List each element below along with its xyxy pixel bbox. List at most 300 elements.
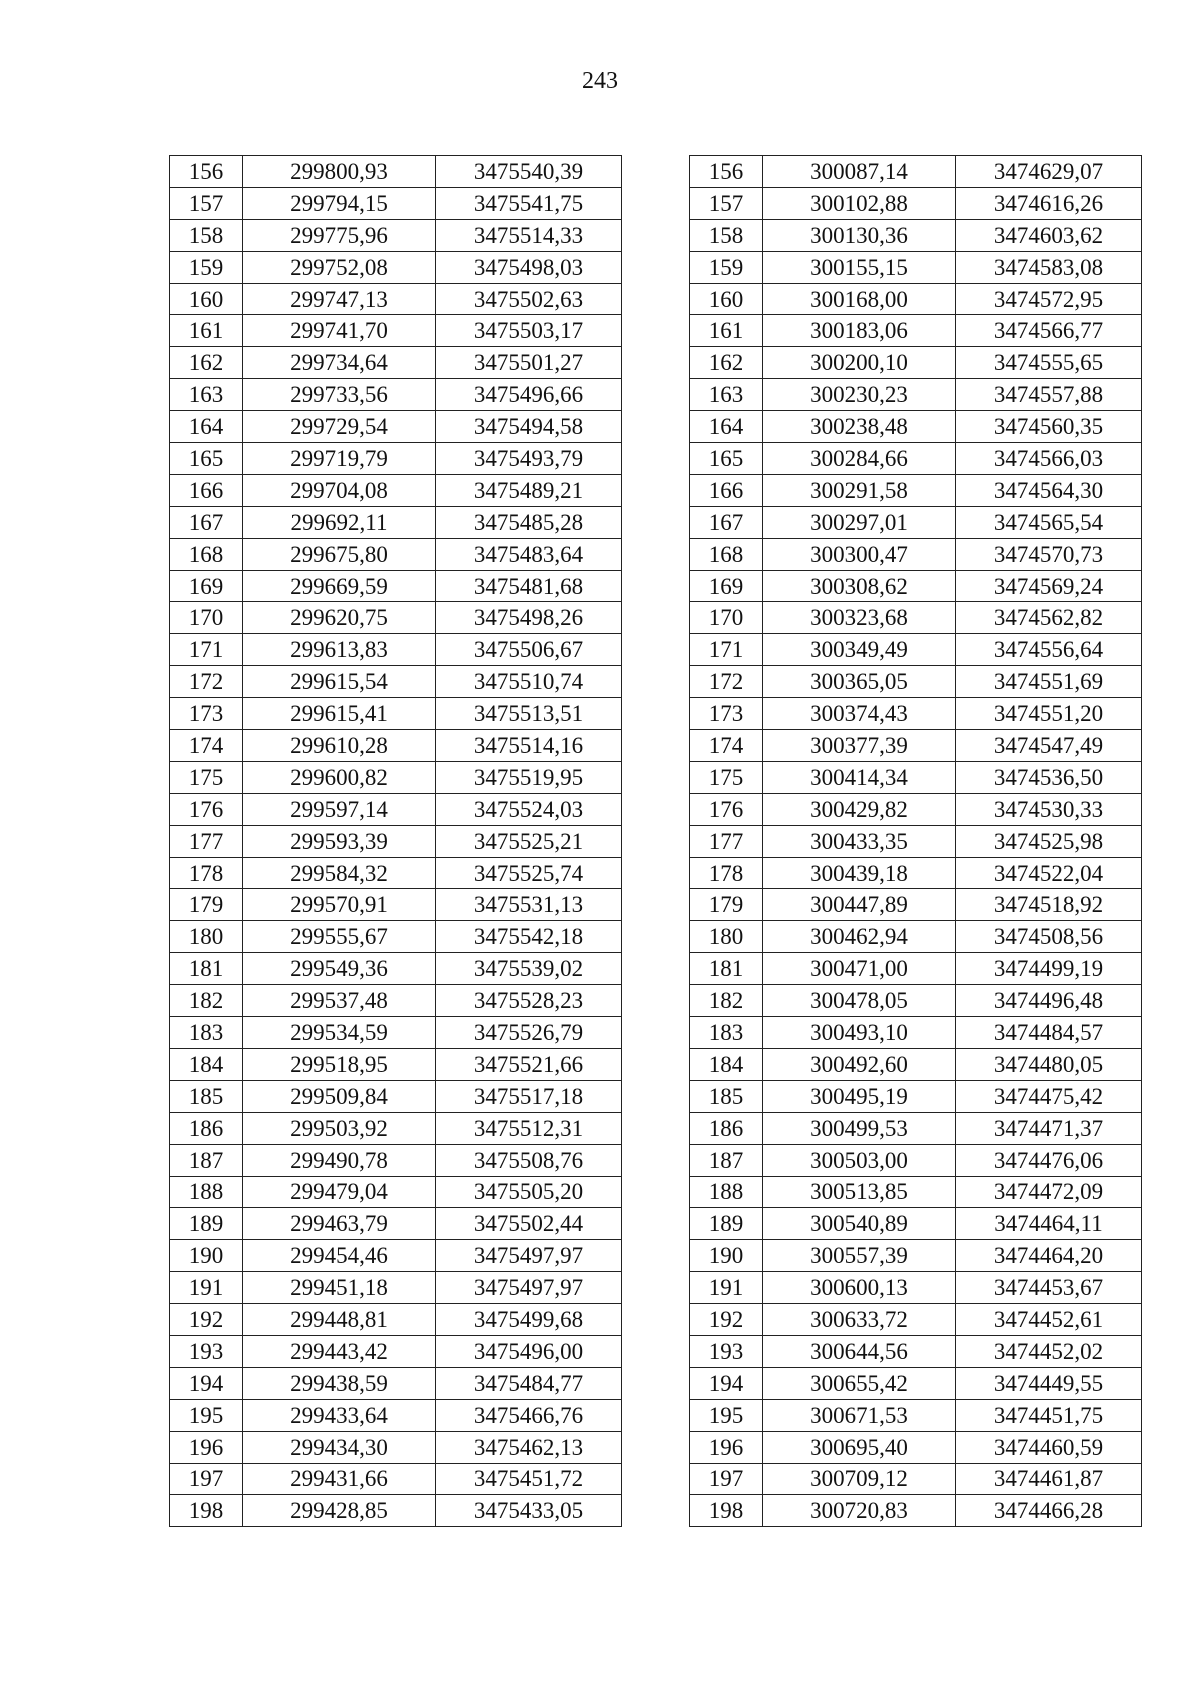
point-number-cell: 171 <box>690 634 763 666</box>
point-number-cell: 180 <box>690 921 763 953</box>
table-row <box>170 666 622 698</box>
y-coordinate-cell: 3474560,35 <box>956 411 1142 443</box>
x-coordinate-cell: 300284,66 <box>763 443 956 475</box>
point-number-cell: 160 <box>170 283 243 315</box>
table-row <box>690 666 1142 698</box>
x-coordinate-cell: 299610,28 <box>243 730 436 762</box>
table-row <box>170 347 622 379</box>
table-row <box>170 1367 622 1399</box>
y-coordinate-cell: 3475517,18 <box>436 1080 622 1112</box>
y-coordinate-cell: 3474566,77 <box>956 315 1142 347</box>
y-coordinate-cell: 3475496,66 <box>436 379 622 411</box>
point-number-cell: 184 <box>690 1048 763 1080</box>
point-number-cell: 170 <box>170 602 243 634</box>
point-number-cell: 198 <box>170 1495 243 1527</box>
table-row <box>690 1240 1142 1272</box>
point-number-cell: 167 <box>170 506 243 538</box>
y-coordinate-cell: 3475501,27 <box>436 347 622 379</box>
x-coordinate-cell: 300238,48 <box>763 411 956 443</box>
table-row <box>170 219 622 251</box>
x-coordinate-cell: 299593,39 <box>243 825 436 857</box>
point-number-cell: 181 <box>170 953 243 985</box>
x-coordinate-cell: 300439,18 <box>763 857 956 889</box>
x-coordinate-cell: 300297,01 <box>763 506 956 538</box>
table-row <box>690 474 1142 506</box>
y-coordinate-cell: 3474583,08 <box>956 251 1142 283</box>
table-row <box>690 251 1142 283</box>
x-coordinate-cell: 299443,42 <box>243 1335 436 1367</box>
x-coordinate-cell: 300513,85 <box>763 1176 956 1208</box>
x-coordinate-cell: 300540,89 <box>763 1208 956 1240</box>
table-row <box>690 1208 1142 1240</box>
x-coordinate-cell: 300323,68 <box>763 602 956 634</box>
point-number-cell: 168 <box>690 538 763 570</box>
table-row <box>170 538 622 570</box>
y-coordinate-cell: 3475502,63 <box>436 283 622 315</box>
table-row <box>690 825 1142 857</box>
point-number-cell: 182 <box>690 985 763 1017</box>
table-row <box>170 1208 622 1240</box>
x-coordinate-cell: 299438,59 <box>243 1367 436 1399</box>
point-number-cell: 191 <box>690 1272 763 1304</box>
y-coordinate-cell: 3474480,05 <box>956 1048 1142 1080</box>
x-coordinate-cell: 300709,12 <box>763 1463 956 1495</box>
table-row <box>690 1048 1142 1080</box>
table-row <box>690 443 1142 475</box>
point-number-cell: 176 <box>170 793 243 825</box>
point-number-cell: 157 <box>690 187 763 219</box>
point-number-cell: 157 <box>170 187 243 219</box>
point-number-cell: 175 <box>170 761 243 793</box>
y-coordinate-cell: 3474556,64 <box>956 634 1142 666</box>
point-number-cell: 156 <box>170 156 243 188</box>
x-coordinate-cell: 299479,04 <box>243 1176 436 1208</box>
x-coordinate-cell: 299534,59 <box>243 1017 436 1049</box>
x-coordinate-cell: 299448,81 <box>243 1304 436 1336</box>
y-coordinate-cell: 3474530,33 <box>956 793 1142 825</box>
x-coordinate-cell: 300087,14 <box>763 156 956 188</box>
table-row <box>690 698 1142 730</box>
y-coordinate-cell: 3475514,33 <box>436 219 622 251</box>
x-coordinate-cell: 299794,15 <box>243 187 436 219</box>
point-number-cell: 177 <box>170 825 243 857</box>
table-row <box>170 1335 622 1367</box>
point-number-cell: 194 <box>170 1367 243 1399</box>
table-row <box>690 1335 1142 1367</box>
x-coordinate-cell: 299704,08 <box>243 474 436 506</box>
table-row <box>690 1304 1142 1336</box>
table-row <box>690 570 1142 602</box>
y-coordinate-cell: 3474452,02 <box>956 1335 1142 1367</box>
y-coordinate-cell: 3475451,72 <box>436 1463 622 1495</box>
table-row <box>170 570 622 602</box>
table-row <box>690 634 1142 666</box>
coordinates-table-right <box>689 155 1142 1527</box>
point-number-cell: 186 <box>170 1112 243 1144</box>
point-number-cell: 193 <box>170 1335 243 1367</box>
y-coordinate-cell: 3475525,21 <box>436 825 622 857</box>
y-coordinate-cell: 3474449,55 <box>956 1367 1142 1399</box>
table-row <box>690 538 1142 570</box>
point-number-cell: 177 <box>690 825 763 857</box>
point-number-cell: 163 <box>690 379 763 411</box>
point-number-cell: 191 <box>170 1272 243 1304</box>
point-number-cell: 183 <box>690 1017 763 1049</box>
x-coordinate-cell: 299615,54 <box>243 666 436 698</box>
point-number-cell: 187 <box>170 1144 243 1176</box>
x-coordinate-cell: 299584,32 <box>243 857 436 889</box>
y-coordinate-cell: 3474616,26 <box>956 187 1142 219</box>
y-coordinate-cell: 3475462,13 <box>436 1431 622 1463</box>
table-row <box>690 315 1142 347</box>
y-coordinate-cell: 3474536,50 <box>956 761 1142 793</box>
y-coordinate-cell: 3475528,23 <box>436 985 622 1017</box>
x-coordinate-cell: 299570,91 <box>243 889 436 921</box>
x-coordinate-cell: 299734,64 <box>243 347 436 379</box>
table-row <box>170 634 622 666</box>
x-coordinate-cell: 299503,92 <box>243 1112 436 1144</box>
table-row <box>170 730 622 762</box>
x-coordinate-cell: 299454,46 <box>243 1240 436 1272</box>
x-coordinate-cell: 300695,40 <box>763 1431 956 1463</box>
point-number-cell: 163 <box>170 379 243 411</box>
x-coordinate-cell: 300503,00 <box>763 1144 956 1176</box>
x-coordinate-cell: 300183,06 <box>763 315 956 347</box>
x-coordinate-cell: 300447,89 <box>763 889 956 921</box>
y-coordinate-cell: 3475512,31 <box>436 1112 622 1144</box>
table-row <box>690 985 1142 1017</box>
x-coordinate-cell: 300377,39 <box>763 730 956 762</box>
point-number-cell: 178 <box>690 857 763 889</box>
x-coordinate-cell: 299675,80 <box>243 538 436 570</box>
point-number-cell: 161 <box>170 315 243 347</box>
table-row <box>170 1112 622 1144</box>
y-coordinate-cell: 3475519,95 <box>436 761 622 793</box>
y-coordinate-cell: 3475539,02 <box>436 953 622 985</box>
y-coordinate-cell: 3475466,76 <box>436 1399 622 1431</box>
y-coordinate-cell: 3474566,03 <box>956 443 1142 475</box>
y-coordinate-cell: 3474472,09 <box>956 1176 1142 1208</box>
x-coordinate-cell: 300433,35 <box>763 825 956 857</box>
x-coordinate-cell: 299433,64 <box>243 1399 436 1431</box>
y-coordinate-cell: 3475505,20 <box>436 1176 622 1208</box>
table-row <box>690 187 1142 219</box>
table-row <box>690 506 1142 538</box>
table-row <box>690 347 1142 379</box>
coordinates-table-left <box>169 155 622 1527</box>
x-coordinate-cell: 300155,15 <box>763 251 956 283</box>
table-row <box>170 1272 622 1304</box>
x-coordinate-cell: 300230,23 <box>763 379 956 411</box>
point-number-cell: 158 <box>690 219 763 251</box>
point-number-cell: 164 <box>690 411 763 443</box>
x-coordinate-cell: 300600,13 <box>763 1272 956 1304</box>
table-row <box>170 953 622 985</box>
point-number-cell: 165 <box>690 443 763 475</box>
x-coordinate-cell: 300130,36 <box>763 219 956 251</box>
point-number-cell: 158 <box>170 219 243 251</box>
table-row <box>690 1495 1142 1527</box>
point-number-cell: 176 <box>690 793 763 825</box>
point-number-cell: 179 <box>690 889 763 921</box>
y-coordinate-cell: 3474572,95 <box>956 283 1142 315</box>
y-coordinate-cell: 3474603,62 <box>956 219 1142 251</box>
point-number-cell: 172 <box>170 666 243 698</box>
table-row <box>690 283 1142 315</box>
point-number-cell: 195 <box>690 1399 763 1431</box>
x-coordinate-cell: 300374,43 <box>763 698 956 730</box>
x-coordinate-cell: 300492,60 <box>763 1048 956 1080</box>
x-coordinate-cell: 299613,83 <box>243 634 436 666</box>
table-row <box>690 730 1142 762</box>
y-coordinate-cell: 3474484,57 <box>956 1017 1142 1049</box>
point-number-cell: 166 <box>690 474 763 506</box>
x-coordinate-cell: 299620,75 <box>243 602 436 634</box>
table-row <box>690 219 1142 251</box>
table-row <box>690 1463 1142 1495</box>
y-coordinate-cell: 3474518,92 <box>956 889 1142 921</box>
x-coordinate-cell: 300300,47 <box>763 538 956 570</box>
point-number-cell: 173 <box>690 698 763 730</box>
point-number-cell: 171 <box>170 634 243 666</box>
x-coordinate-cell: 300495,19 <box>763 1080 956 1112</box>
x-coordinate-cell: 299428,85 <box>243 1495 436 1527</box>
point-number-cell: 160 <box>690 283 763 315</box>
y-coordinate-cell: 3474525,98 <box>956 825 1142 857</box>
y-coordinate-cell: 3474557,88 <box>956 379 1142 411</box>
table-row <box>690 1399 1142 1431</box>
point-number-cell: 192 <box>170 1304 243 1336</box>
table-row <box>170 985 622 1017</box>
y-coordinate-cell: 3474453,67 <box>956 1272 1142 1304</box>
x-coordinate-cell: 300308,62 <box>763 570 956 602</box>
x-coordinate-cell: 299518,95 <box>243 1048 436 1080</box>
x-coordinate-cell: 300462,94 <box>763 921 956 953</box>
point-number-cell: 192 <box>690 1304 763 1336</box>
x-coordinate-cell: 299615,41 <box>243 698 436 730</box>
y-coordinate-cell: 3475497,97 <box>436 1240 622 1272</box>
y-coordinate-cell: 3474452,61 <box>956 1304 1142 1336</box>
point-number-cell: 198 <box>690 1495 763 1527</box>
table-row <box>170 1463 622 1495</box>
point-number-cell: 165 <box>170 443 243 475</box>
y-coordinate-cell: 3475531,13 <box>436 889 622 921</box>
y-coordinate-cell: 3474562,82 <box>956 602 1142 634</box>
point-number-cell: 184 <box>170 1048 243 1080</box>
y-coordinate-cell: 3475485,28 <box>436 506 622 538</box>
point-number-cell: 174 <box>690 730 763 762</box>
point-number-cell: 181 <box>690 953 763 985</box>
x-coordinate-cell: 299800,93 <box>243 156 436 188</box>
table-row <box>690 602 1142 634</box>
x-coordinate-cell: 300633,72 <box>763 1304 956 1336</box>
x-coordinate-cell: 299490,78 <box>243 1144 436 1176</box>
y-coordinate-cell: 3475542,18 <box>436 921 622 953</box>
y-coordinate-cell: 3475524,03 <box>436 793 622 825</box>
point-number-cell: 186 <box>690 1112 763 1144</box>
table-row <box>170 1048 622 1080</box>
table-row <box>690 1112 1142 1144</box>
point-number-cell: 161 <box>690 315 763 347</box>
table-row <box>690 1017 1142 1049</box>
table-row <box>170 698 622 730</box>
table-row <box>690 857 1142 889</box>
table-row <box>690 889 1142 921</box>
point-number-cell: 178 <box>170 857 243 889</box>
table-row <box>170 857 622 889</box>
point-number-cell: 188 <box>690 1176 763 1208</box>
y-coordinate-cell: 3474451,75 <box>956 1399 1142 1431</box>
y-coordinate-cell: 3474466,28 <box>956 1495 1142 1527</box>
x-coordinate-cell: 299555,67 <box>243 921 436 953</box>
table-row <box>170 283 622 315</box>
point-number-cell: 183 <box>170 1017 243 1049</box>
x-coordinate-cell: 299669,59 <box>243 570 436 602</box>
table-row <box>170 1304 622 1336</box>
point-number-cell: 196 <box>690 1431 763 1463</box>
y-coordinate-cell: 3474508,56 <box>956 921 1142 953</box>
table-row <box>170 315 622 347</box>
x-coordinate-cell: 300671,53 <box>763 1399 956 1431</box>
x-coordinate-cell: 299509,84 <box>243 1080 436 1112</box>
y-coordinate-cell: 3475489,21 <box>436 474 622 506</box>
y-coordinate-cell: 3474499,19 <box>956 953 1142 985</box>
x-coordinate-cell: 300365,05 <box>763 666 956 698</box>
point-number-cell: 179 <box>170 889 243 921</box>
y-coordinate-cell: 3475525,74 <box>436 857 622 889</box>
table-row <box>170 1017 622 1049</box>
point-number-cell: 175 <box>690 761 763 793</box>
y-coordinate-cell: 3475526,79 <box>436 1017 622 1049</box>
x-coordinate-cell: 300102,88 <box>763 187 956 219</box>
x-coordinate-cell: 299463,79 <box>243 1208 436 1240</box>
x-coordinate-cell: 300644,56 <box>763 1335 956 1367</box>
point-number-cell: 197 <box>690 1463 763 1495</box>
x-coordinate-cell: 300200,10 <box>763 347 956 379</box>
x-coordinate-cell: 299431,66 <box>243 1463 436 1495</box>
y-coordinate-cell: 3474471,37 <box>956 1112 1142 1144</box>
y-coordinate-cell: 3475498,26 <box>436 602 622 634</box>
y-coordinate-cell: 3474496,48 <box>956 985 1142 1017</box>
table-row <box>690 1144 1142 1176</box>
table-row <box>170 474 622 506</box>
x-coordinate-cell: 300655,42 <box>763 1367 956 1399</box>
table-row <box>690 793 1142 825</box>
table-row <box>170 443 622 475</box>
x-coordinate-cell: 299775,96 <box>243 219 436 251</box>
point-number-cell: 193 <box>690 1335 763 1367</box>
point-number-cell: 194 <box>690 1367 763 1399</box>
y-coordinate-cell: 3475503,17 <box>436 315 622 347</box>
point-number-cell: 166 <box>170 474 243 506</box>
point-number-cell: 164 <box>170 411 243 443</box>
table-row <box>690 411 1142 443</box>
table-row <box>170 506 622 538</box>
y-coordinate-cell: 3474547,49 <box>956 730 1142 762</box>
x-coordinate-cell: 300168,00 <box>763 283 956 315</box>
x-coordinate-cell: 300349,49 <box>763 634 956 666</box>
point-number-cell: 169 <box>170 570 243 602</box>
point-number-cell: 180 <box>170 921 243 953</box>
point-number-cell: 185 <box>170 1080 243 1112</box>
point-number-cell: 159 <box>170 251 243 283</box>
table-row <box>690 761 1142 793</box>
y-coordinate-cell: 3474464,11 <box>956 1208 1142 1240</box>
y-coordinate-cell: 3475513,51 <box>436 698 622 730</box>
table-row <box>170 1431 622 1463</box>
y-coordinate-cell: 3474476,06 <box>956 1144 1142 1176</box>
y-coordinate-cell: 3474475,42 <box>956 1080 1142 1112</box>
table-row <box>690 1272 1142 1304</box>
x-coordinate-cell: 300429,82 <box>763 793 956 825</box>
x-coordinate-cell: 299451,18 <box>243 1272 436 1304</box>
x-coordinate-cell: 300493,10 <box>763 1017 956 1049</box>
point-number-cell: 190 <box>170 1240 243 1272</box>
table-row <box>170 411 622 443</box>
y-coordinate-cell: 3475508,76 <box>436 1144 622 1176</box>
table-row <box>170 761 622 793</box>
point-number-cell: 188 <box>170 1176 243 1208</box>
table-row <box>170 251 622 283</box>
x-coordinate-cell: 299434,30 <box>243 1431 436 1463</box>
point-number-cell: 169 <box>690 570 763 602</box>
point-number-cell: 170 <box>690 602 763 634</box>
y-coordinate-cell: 3474464,20 <box>956 1240 1142 1272</box>
table-row <box>170 1176 622 1208</box>
table-row <box>170 602 622 634</box>
table-row <box>690 379 1142 411</box>
x-coordinate-cell: 299741,70 <box>243 315 436 347</box>
table-row <box>170 889 622 921</box>
point-number-cell: 162 <box>170 347 243 379</box>
table-row <box>170 793 622 825</box>
table-row <box>170 825 622 857</box>
point-number-cell: 197 <box>170 1463 243 1495</box>
y-coordinate-cell: 3475541,75 <box>436 187 622 219</box>
y-coordinate-cell: 3474569,24 <box>956 570 1142 602</box>
point-number-cell: 185 <box>690 1080 763 1112</box>
y-coordinate-cell: 3475483,64 <box>436 538 622 570</box>
y-coordinate-cell: 3475506,67 <box>436 634 622 666</box>
point-number-cell: 173 <box>170 698 243 730</box>
table-row <box>170 379 622 411</box>
y-coordinate-cell: 3474461,87 <box>956 1463 1142 1495</box>
y-coordinate-cell: 3475496,00 <box>436 1335 622 1367</box>
point-number-cell: 190 <box>690 1240 763 1272</box>
point-number-cell: 167 <box>690 506 763 538</box>
table-row <box>170 1240 622 1272</box>
x-coordinate-cell: 299597,14 <box>243 793 436 825</box>
y-coordinate-cell: 3475521,66 <box>436 1048 622 1080</box>
point-number-cell: 168 <box>170 538 243 570</box>
y-coordinate-cell: 3474522,04 <box>956 857 1142 889</box>
table-row <box>170 1144 622 1176</box>
point-number-cell: 162 <box>690 347 763 379</box>
y-coordinate-cell: 3475497,97 <box>436 1272 622 1304</box>
point-number-cell: 187 <box>690 1144 763 1176</box>
y-coordinate-cell: 3475494,58 <box>436 411 622 443</box>
y-coordinate-cell: 3475540,39 <box>436 156 622 188</box>
point-number-cell: 182 <box>170 985 243 1017</box>
y-coordinate-cell: 3474570,73 <box>956 538 1142 570</box>
x-coordinate-cell: 299752,08 <box>243 251 436 283</box>
y-coordinate-cell: 3475514,16 <box>436 730 622 762</box>
x-coordinate-cell: 299537,48 <box>243 985 436 1017</box>
point-number-cell: 189 <box>690 1208 763 1240</box>
point-number-cell: 159 <box>690 251 763 283</box>
x-coordinate-cell: 300471,00 <box>763 953 956 985</box>
table-row <box>690 1431 1142 1463</box>
